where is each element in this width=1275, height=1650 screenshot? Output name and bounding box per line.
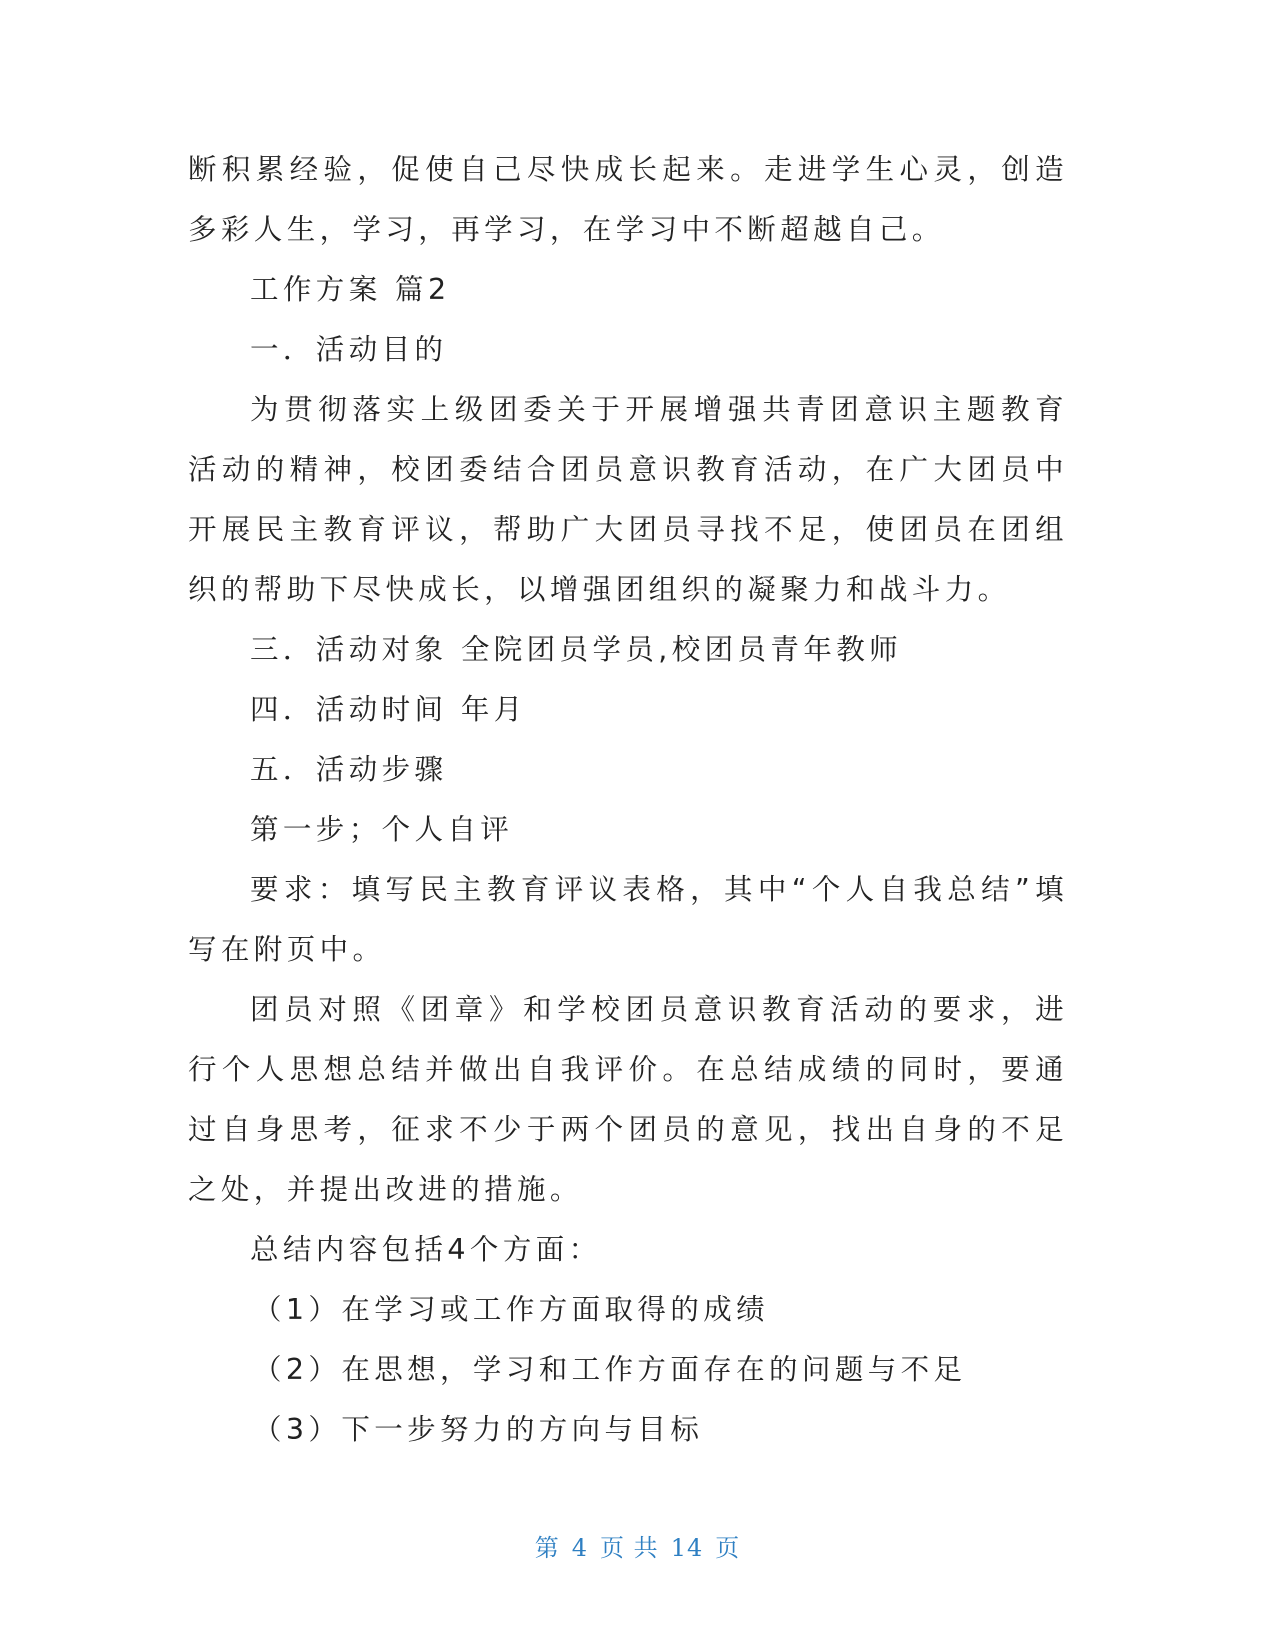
footer-total-pages: 14 [670,1534,704,1562]
paragraph-continuation: 断积累经验，促使自己尽快成长起来。走进学生心灵，创造多彩人生，学习，再学习，在学习中不断超越自己。 [188,153,1068,246]
footer-suffix: 页 [715,1534,741,1562]
paragraph-self-evaluation: 团员对照《团章》和学校团员意识教育活动的要求，进行个人思想总结并做出自我评价。在总结成绩的同时，要通过自身思考，征求不少于两个团员的意见，找出自身的不足之处，并提出改进的措施。 [188,993,1068,1206]
footer-prefix: 第 [534,1534,560,1562]
section-heading-plan-2: 工作方案 篇2 [250,273,451,306]
heading-step-one: 第一步；个人自评 [250,813,514,846]
heading-activity-time: 四．活动时间 年月 [250,693,527,726]
list-item: （2）在思想，学习和工作方面存在的问题与不足 [253,1353,967,1386]
list-item: （1）在学习或工作方面取得的成绩 [253,1293,770,1326]
heading-activity-purpose: 一．活动目的 [250,333,448,366]
heading-activity-steps: 五．活动步骤 [250,753,448,786]
list-item: （3）下一步努力的方向与目标 [253,1413,704,1446]
page-footer [0,1528,1275,1563]
document-body [188,140,1068,1460]
heading-activity-target: 三．活动对象 全院团员学员,校团员青年教师 [250,633,903,666]
paragraph-requirement: 要求：填写民主教育评议表格，其中“个人自我总结”填写在附页中。 [188,873,1068,966]
footer-current-page: 4 [571,1534,589,1562]
paragraph-purpose-body: 为贯彻落实上级团委关于开展增强共青团意识主题教育活动的精神，校团委结合团员意识教育活动，在广大团员中开展民主教育评议，帮助广大团员寻找不足，使团员在团组织的帮助下尽快成长，以增强团组织的凝聚力和战斗力。 [188,393,1068,606]
footer-middle: 页 共 [600,1534,659,1562]
paragraph-summary-intro: 总结内容包括4个方面： [250,1233,602,1266]
